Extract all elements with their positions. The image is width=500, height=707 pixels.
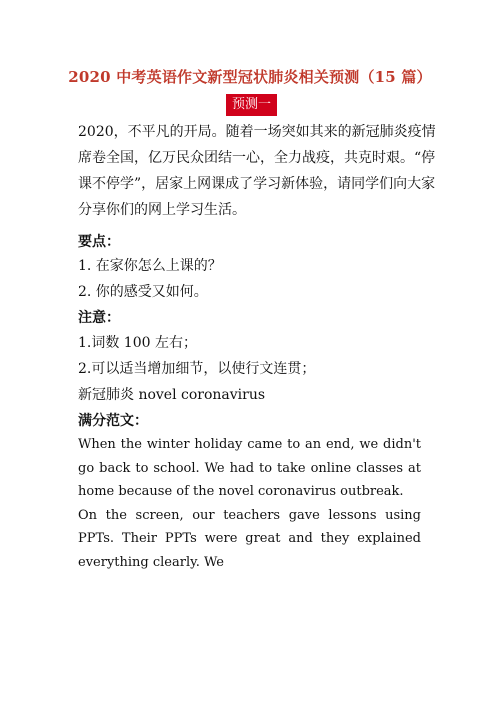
essay-paragraph: On the screen, our teachers gave lessons using PPTs. Their PPTs were great and they explained everything clearly. We bbox=[78, 507, 421, 570]
notes-heading: 注意： bbox=[78, 310, 120, 326]
essay-paragraph: When the winter holiday came to an end, we didn't go back to school. We had to take online classes at home because of the novel coronavirus outbreak. bbox=[78, 437, 421, 499]
page-title: 2020 中考英语作文新型冠状肺炎相关预测（15 篇） bbox=[68, 68, 432, 86]
key-point-item: 2. 你的感受又如何。 bbox=[78, 284, 208, 300]
key-points-heading: 要点： bbox=[78, 234, 120, 250]
note-item: 新冠肺炎 novel coronavirus bbox=[78, 387, 266, 403]
note-item: 1.词数 100 左右； bbox=[78, 335, 197, 351]
section-badge: 预测一 bbox=[226, 94, 277, 116]
sample-heading: 满分范文： bbox=[78, 413, 148, 429]
key-point-item: 1. 在家你怎么上课的？ bbox=[78, 258, 222, 274]
note-item: 2.可以适当增加细节，以使行文连贯； bbox=[78, 361, 316, 377]
sample-essay bbox=[78, 433, 421, 574]
intro-paragraph: 2020，不平凡的开局。随着一场突如其来的新冠肺炎疫情席卷全国，亿万民众团结一心，全力战疫，共克时艰。“停课不停学”，居家上网课成了学习新体验，请同学们向大家分享你们的网上学习生活。 bbox=[78, 124, 436, 218]
